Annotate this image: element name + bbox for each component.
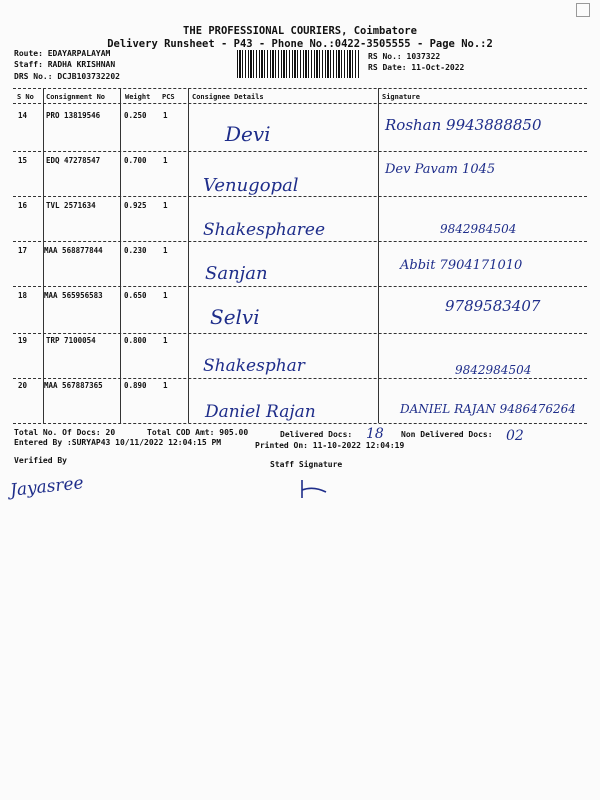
row-sno: 15 xyxy=(18,156,28,165)
printed-on: Printed On: 11-10-2022 12:04:19 xyxy=(255,441,405,450)
row-divider xyxy=(13,333,587,334)
table-bottom-rule xyxy=(13,423,587,424)
row-signature: 9842984504 xyxy=(440,222,517,236)
barcode-image xyxy=(237,50,360,78)
row-pcs: 1 xyxy=(163,111,168,120)
row-weight: 0.890 xyxy=(124,381,147,390)
non-delivered-docs-label: Non Delivered Docs: xyxy=(401,430,493,439)
row-signature: 9842984504 xyxy=(455,363,532,377)
row-consignee: Daniel Rajan xyxy=(205,402,316,422)
row-weight: 0.250 xyxy=(124,111,147,120)
company-title: THE PROFESSIONAL COURIERS, Coimbatore xyxy=(183,25,417,37)
page-corner-mark xyxy=(576,3,590,17)
staff-signature-label: Staff Signature xyxy=(270,460,343,469)
row-sno: 16 xyxy=(18,201,28,210)
table-top-rule xyxy=(13,88,587,89)
verified-signature: Jayasree xyxy=(9,473,85,501)
row-divider xyxy=(13,151,587,152)
column-header-sno: S No xyxy=(17,93,34,101)
column-header-consignee: Consignee Details xyxy=(192,93,264,101)
row-signature: Abbit 7904171010 xyxy=(400,258,523,273)
column-header-signature: Signature xyxy=(382,93,420,101)
row-consignment: TRP 7100054 xyxy=(46,336,96,345)
row-consignment: EDQ 47278547 xyxy=(46,156,101,165)
row-divider xyxy=(13,378,587,379)
delivered-docs-value: 18 xyxy=(366,426,384,442)
row-weight: 0.230 xyxy=(124,246,147,255)
non-delivered-docs-value: 02 xyxy=(506,428,524,444)
row-divider xyxy=(13,286,587,287)
row-pcs: 1 xyxy=(163,156,168,165)
row-signature: Roshan 9943888850 xyxy=(385,116,542,134)
row-consignment: TVL 2571634 xyxy=(46,201,96,210)
row-sno: 17 xyxy=(18,246,28,255)
row-signature: 9789583407 xyxy=(445,297,541,315)
table-header-rule xyxy=(13,103,587,104)
verified-by-label: Verified By xyxy=(14,456,67,465)
rs-date: RS Date: 11-Oct-2022 xyxy=(368,63,465,72)
runsheet-subtitle: Delivery Runsheet - P43 - Phone No.:0422-3505555 - Page No.:2 xyxy=(107,38,493,50)
delivered-docs-label: Delivered Docs: xyxy=(280,430,353,439)
column-divider xyxy=(120,88,121,423)
row-sno: 20 xyxy=(18,381,28,390)
staff-label: Staff: RADHA KRISHNAN xyxy=(14,60,116,69)
row-consignee: Sanjan xyxy=(205,263,268,284)
row-consignee: Venugopal xyxy=(203,175,299,196)
staff-signature-mark xyxy=(296,478,330,504)
row-signature: Dev Pavam 1045 xyxy=(385,162,496,177)
row-sno: 18 xyxy=(18,291,28,300)
row-weight: 0.700 xyxy=(124,156,147,165)
row-weight: 0.925 xyxy=(124,201,147,210)
route-label: Route: EDAYARPALAYAM xyxy=(14,49,111,58)
row-pcs: 1 xyxy=(163,246,168,255)
row-consignment: PRO 13819546 xyxy=(46,111,101,120)
row-pcs: 1 xyxy=(163,381,168,390)
row-consignment: MAA 565956583 xyxy=(44,291,103,300)
row-divider xyxy=(13,241,587,242)
row-sno: 19 xyxy=(18,336,28,345)
entered-by: Entered By :SURYAP43 10/11/2022 12:04:15 PM xyxy=(14,438,222,447)
column-divider xyxy=(43,88,44,423)
rs-number: RS No.: 1037322 xyxy=(368,52,441,61)
drs-number: DRS No.: DCJB103732202 xyxy=(14,72,120,81)
row-pcs: 1 xyxy=(163,291,168,300)
column-header-weight: Weight xyxy=(125,93,151,101)
column-divider xyxy=(188,88,189,423)
row-divider xyxy=(13,196,587,197)
row-consignee: Selvi xyxy=(210,305,260,329)
row-consignment: MAA 568877844 xyxy=(44,246,103,255)
row-pcs: 1 xyxy=(163,336,168,345)
column-divider xyxy=(378,88,379,423)
row-sno: 14 xyxy=(18,111,28,120)
row-weight: 0.800 xyxy=(124,336,147,345)
total-docs: Total No. Of Docs: 20 xyxy=(14,428,116,437)
row-weight: 0.650 xyxy=(124,291,147,300)
row-pcs: 1 xyxy=(163,201,168,210)
row-consignee: Shakespharee xyxy=(203,220,326,240)
row-consignee: Devi xyxy=(225,122,271,146)
row-consignee: Shakesphar xyxy=(203,356,305,376)
row-signature: DANIEL RAJAN 9486476264 xyxy=(400,402,576,416)
column-header-pcs: PCS xyxy=(162,93,175,101)
total-cod-amount: Total COD Amt: 905.00 xyxy=(147,428,249,437)
column-header-consignment: Consignment No xyxy=(46,93,106,101)
row-consignment: MAA 567887365 xyxy=(44,381,103,390)
